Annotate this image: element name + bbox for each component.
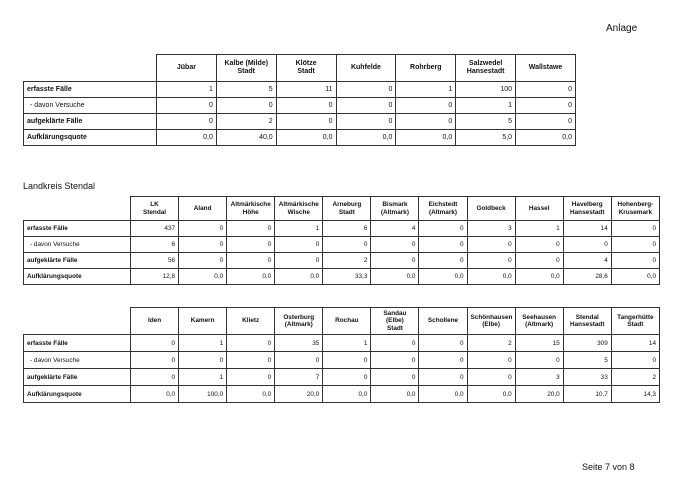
column-header: LK Stendal — [131, 197, 179, 221]
table-cell: 0 — [515, 352, 563, 369]
table-cell: 6 — [323, 221, 371, 237]
table-cell: 0,0 — [323, 386, 371, 403]
table-cell: 0,0 — [611, 269, 659, 285]
table-cell: 1 — [275, 221, 323, 237]
table-cell: 0,0 — [516, 130, 576, 146]
table-row — [24, 253, 660, 269]
table-cell: 0 — [467, 237, 515, 253]
header-row — [24, 55, 576, 82]
table-cell: 0,0 — [371, 386, 419, 403]
table-cell: 0 — [396, 114, 456, 130]
table-cell: 2 — [323, 253, 371, 269]
row-label: aufgeklärte Fälle — [24, 369, 131, 386]
table-cell: 0 — [371, 335, 419, 352]
row-label: Aufklärungsquote — [24, 386, 131, 403]
column-header: Klietz — [227, 308, 275, 335]
table-cell: 0 — [516, 98, 576, 114]
table-cell: 1 — [323, 335, 371, 352]
row-label: - davon Versuche — [24, 237, 131, 253]
page-annex-label: Anlage — [606, 23, 638, 34]
row-label: Aufklärungsquote — [24, 130, 157, 146]
table-cell: 0 — [419, 369, 467, 386]
table-cell: 0 — [419, 221, 467, 237]
table-cell: 14 — [563, 221, 611, 237]
table-cell: 1 — [396, 82, 456, 98]
table-cell: 40,0 — [216, 130, 276, 146]
table-row — [24, 82, 576, 98]
table-row — [24, 221, 660, 237]
table-cell: 0 — [276, 98, 336, 114]
column-header: Osterburg (Altmark) — [275, 308, 323, 335]
table-cell: 4 — [563, 253, 611, 269]
column-header: Jübar — [157, 55, 217, 82]
column-header: Tangerhütte Stadt — [611, 308, 659, 335]
table-cell: 7 — [275, 369, 323, 386]
table-cell: 0 — [419, 253, 467, 269]
table-cell: 20,0 — [275, 386, 323, 403]
row-label: aufgeklärte Fälle — [24, 114, 157, 130]
section-title: Landkreis Stendal — [23, 181, 96, 191]
table-cell: 0 — [371, 352, 419, 369]
table-cell: 0 — [419, 352, 467, 369]
table-cell: 5 — [456, 114, 516, 130]
column-header: Salzwedel Hansestadt — [456, 55, 516, 82]
table-cell: 11 — [276, 82, 336, 98]
table-cell: 0 — [276, 114, 336, 130]
table-cell: 0 — [467, 369, 515, 386]
column-header: Klötze Stadt — [276, 55, 336, 82]
table-cell: 0 — [227, 253, 275, 269]
table-cell: 0 — [336, 82, 396, 98]
table-cell: 0 — [131, 369, 179, 386]
table-cell: 309 — [563, 335, 611, 352]
table-row — [24, 269, 660, 285]
table-cell: 0 — [419, 335, 467, 352]
column-header: Hassel — [515, 197, 563, 221]
table-cell: 0 — [611, 237, 659, 253]
table-row — [24, 386, 660, 403]
table-cell: 0,0 — [157, 130, 217, 146]
table-cell: 20,0 — [515, 386, 563, 403]
header-corner — [24, 308, 131, 335]
column-header: Wallstawe — [516, 55, 576, 82]
table-cell: 0,0 — [396, 130, 456, 146]
statistics-table-stendal-1 — [23, 196, 660, 285]
table-cell: 0,0 — [276, 130, 336, 146]
table-cell: 0,0 — [131, 386, 179, 403]
table-cell: 0,0 — [336, 130, 396, 146]
table-cell: 6 — [131, 237, 179, 253]
table-cell: 1 — [456, 98, 516, 114]
column-header: Kalbe (Milde) Stadt — [216, 55, 276, 82]
table-cell: 0 — [275, 352, 323, 369]
table-cell: 0,0 — [419, 269, 467, 285]
table-row — [24, 335, 660, 352]
row-label: Aufklärungsquote — [24, 269, 131, 285]
table-cell: 3 — [467, 221, 515, 237]
page-number: Seite 7 von 8 — [582, 462, 635, 472]
table-cell: 0 — [371, 253, 419, 269]
table-cell: 28,6 — [563, 269, 611, 285]
table-cell: 437 — [131, 221, 179, 237]
table-cell: 0,0 — [227, 386, 275, 403]
column-header: Kuhfelde — [336, 55, 396, 82]
table-cell: 0 — [275, 237, 323, 253]
table-cell: 10,7 — [563, 386, 611, 403]
table-cell: 56 — [131, 253, 179, 269]
table-cell: 0 — [371, 369, 419, 386]
table-row — [24, 114, 576, 130]
statistics-table-altmarkkreis — [23, 54, 576, 146]
table-row — [24, 369, 660, 386]
column-header: Sandau (Elbe) Stadt — [371, 308, 419, 335]
row-label: erfasste Fälle — [24, 335, 131, 352]
table-cell: 0,0 — [467, 269, 515, 285]
column-header: Schollene — [419, 308, 467, 335]
table-cell: 0 — [611, 221, 659, 237]
table-cell: 0 — [216, 98, 276, 114]
table-cell: 0 — [467, 352, 515, 369]
table-cell: 35 — [275, 335, 323, 352]
column-header: Eichstedt (Altmark) — [419, 197, 467, 221]
header-corner — [24, 197, 131, 221]
column-header: Kamern — [179, 308, 227, 335]
table-cell: 2 — [216, 114, 276, 130]
table-cell: 0 — [323, 369, 371, 386]
table-cell: 0 — [515, 253, 563, 269]
column-header: Altmärkische Höhe — [227, 197, 275, 221]
column-header: Bismark (Altmark) — [371, 197, 419, 221]
row-label: aufgeklärte Fälle — [24, 253, 131, 269]
table-cell: 0 — [179, 253, 227, 269]
row-label: - davon Versuche — [24, 352, 131, 369]
header-corner — [24, 55, 157, 82]
table-row — [24, 130, 576, 146]
table-cell: 0 — [179, 237, 227, 253]
table-cell: 0,0 — [179, 269, 227, 285]
table-cell: 2 — [467, 335, 515, 352]
table-cell: 0 — [611, 253, 659, 269]
table-cell: 0 — [131, 352, 179, 369]
table-cell: 0 — [515, 237, 563, 253]
table-cell: 5 — [216, 82, 276, 98]
header-row — [24, 308, 660, 335]
table-cell: 1 — [157, 82, 217, 98]
table-cell: 0 — [323, 352, 371, 369]
table-cell: 0 — [371, 237, 419, 253]
table-cell: 12,8 — [131, 269, 179, 285]
table-cell: 1 — [179, 335, 227, 352]
table-cell: 33,3 — [323, 269, 371, 285]
table-cell: 0 — [336, 98, 396, 114]
table-cell: 0,0 — [227, 269, 275, 285]
table-cell: 2 — [611, 369, 659, 386]
table-cell: 14,3 — [611, 386, 659, 403]
table-cell: 0 — [179, 352, 227, 369]
table-cell: 0 — [516, 82, 576, 98]
table-cell: 0 — [227, 237, 275, 253]
table-cell: 100,0 — [179, 386, 227, 403]
row-label: erfasste Fälle — [24, 82, 157, 98]
column-header: Arneburg Stadt — [323, 197, 371, 221]
table-cell: 1 — [179, 369, 227, 386]
table-cell: 0,0 — [275, 269, 323, 285]
row-label: - davon Versuche — [24, 98, 157, 114]
table-cell: 0 — [516, 114, 576, 130]
table-cell: 0 — [227, 352, 275, 369]
table-cell: 0 — [227, 335, 275, 352]
column-header: Rohrberg — [396, 55, 456, 82]
table-cell: 0,0 — [467, 386, 515, 403]
table-cell: 0 — [563, 237, 611, 253]
table-cell: 14 — [611, 335, 659, 352]
column-header: Seehausen (Altmark) — [515, 308, 563, 335]
table-row — [24, 352, 660, 369]
table-cell: 0,0 — [419, 386, 467, 403]
table-cell: 0 — [157, 114, 217, 130]
column-header: Altmärkische Wische — [275, 197, 323, 221]
column-header: Aland — [179, 197, 227, 221]
table-cell: 0 — [179, 221, 227, 237]
table-cell: 5,0 — [456, 130, 516, 146]
table-row — [24, 98, 576, 114]
column-header: Goldbeck — [467, 197, 515, 221]
column-header: Hohenberg- Krusemark — [611, 197, 659, 221]
column-header: Havelberg Hansestadt — [563, 197, 611, 221]
table-cell: 0 — [227, 369, 275, 386]
row-label: erfasste Fälle — [24, 221, 131, 237]
table-cell: 0 — [131, 335, 179, 352]
header-row — [24, 197, 660, 221]
table-cell: 4 — [371, 221, 419, 237]
column-header: Rochau — [323, 308, 371, 335]
table-cell: 0 — [227, 221, 275, 237]
table-cell: 0 — [611, 352, 659, 369]
table-cell: 1 — [515, 221, 563, 237]
column-header: Stendal Hansestadt — [563, 308, 611, 335]
statistics-table-stendal-2 — [23, 307, 660, 403]
table-cell: 0 — [323, 237, 371, 253]
table-cell: 0,0 — [515, 269, 563, 285]
table-cell: 0 — [467, 253, 515, 269]
table-cell: 3 — [515, 369, 563, 386]
table-cell: 0,0 — [371, 269, 419, 285]
table-cell: 0 — [157, 98, 217, 114]
table-row — [24, 237, 660, 253]
column-header: Iden — [131, 308, 179, 335]
table-cell: 0 — [336, 114, 396, 130]
table-cell: 15 — [515, 335, 563, 352]
table-cell: 0 — [419, 237, 467, 253]
table-cell: 33 — [563, 369, 611, 386]
table-cell: 100 — [456, 82, 516, 98]
column-header: Schönhausen (Elbe) — [467, 308, 515, 335]
table-cell: 5 — [563, 352, 611, 369]
table-cell: 0 — [396, 98, 456, 114]
table-cell: 0 — [275, 253, 323, 269]
